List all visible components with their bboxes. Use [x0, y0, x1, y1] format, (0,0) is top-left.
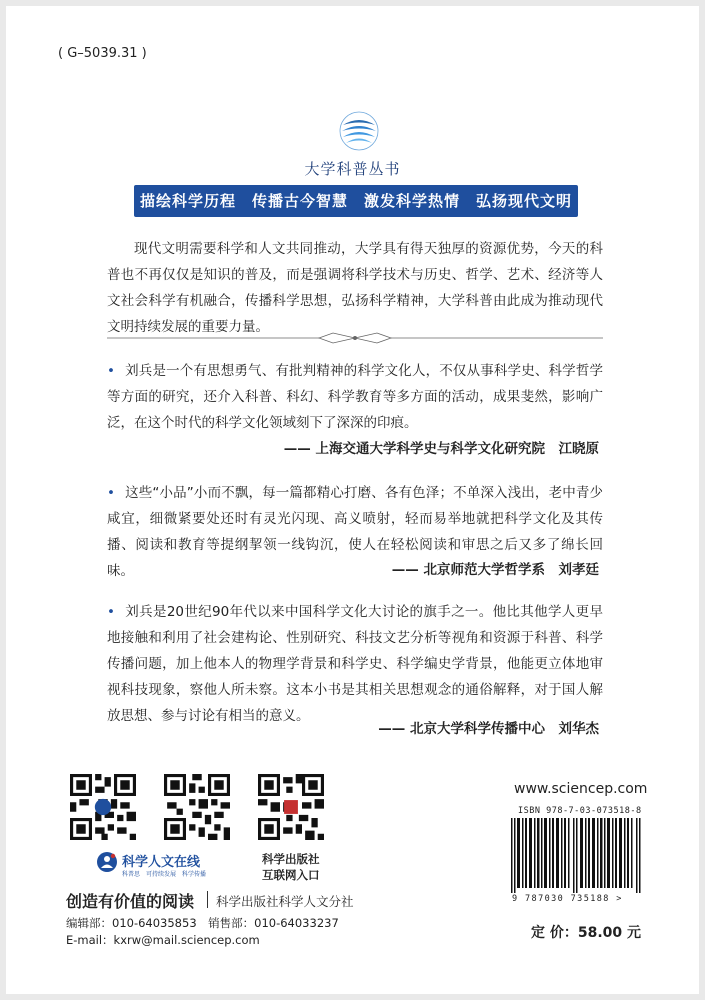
humanities-online-logo-icon — [96, 851, 118, 873]
series-title: 大学科普丛书 — [304, 160, 401, 178]
price-label: 定 价：58.00 元 — [531, 925, 642, 941]
review-quote — [107, 358, 603, 436]
series-logo-icon — [338, 110, 380, 152]
qr-code-icon[interactable] — [164, 774, 230, 840]
review-attribution: —— 北京大学科学传播中心 刘华杰 — [378, 721, 599, 737]
barcode-icon — [511, 818, 643, 893]
publisher-slogan: 创造有价值的阅读 — [66, 892, 195, 911]
review-text: 这些“小品”小而不飘，每一篇都精心打磨、各有色泽；不单深入浅出，老中青少咸宜，细微紧要处还时有灵光闪现、高义喷射，轻而易举地就把科学文化及其传播、阅读和教育等提纲挈领一线钩沉，使人在轻松阅读和审思之后又多了绵长回味。 — [107, 485, 603, 579]
qr-code-icon[interactable] — [70, 774, 136, 840]
ornamental-divider — [107, 330, 603, 346]
contact-email[interactable]: E-mail：kxrw@mail.sciencep.com — [66, 933, 260, 947]
contact-phones: 编辑部：010-64035853 销售部：010-64033237 — [66, 916, 339, 930]
bullet-icon: • — [107, 604, 115, 620]
publisher-division: 科学出版社科学人文分社 — [216, 894, 354, 909]
barcode-number: 9 787030 735188 > — [512, 894, 623, 904]
bullet-icon: • — [107, 485, 115, 501]
review-text: 刘兵是20世纪90年代以来中国科学文化大讨论的旗手之一。他比其他学人更早地接触和利用了社会建构论、性别研究、科技文艺分析等视角和资源于科普、科学传播问题，加上他本人的物理学背景和科学史、科学编史学背景，他能更立体地审视科技现象，察他人所未察。这本小书是其相关思想观念的通俗解释，对于国人解放思想、参与讨论有相当的意义。 — [107, 604, 603, 724]
divider-bar — [207, 891, 208, 908]
isbn-label: ISBN 978-7-03-073518-8 — [518, 806, 642, 816]
review-text: 刘兵是一个有思想勇气、有批判精神的科学文化人，不仅从事科学史、科学哲学等方面的研究，还介入科普、科幻、科学教育等多方面的活动，成果斐然，影响广泛，在这个时代的科学文化领域刻下了深深的印痕。 — [107, 363, 603, 431]
qr-code-icon[interactable] — [258, 774, 324, 840]
classification-code: ( G–5039.31 ) — [58, 46, 147, 61]
bullet-icon: • — [107, 363, 115, 379]
book-back-cover — [6, 6, 699, 994]
review-attribution: —— 北京师范大学哲学系 刘孝廷 — [391, 562, 599, 578]
press-name: 科学出版社 — [262, 852, 320, 866]
review-attribution: —— 上海交通大学科学史与科学文化研究院 江晓原 — [283, 441, 599, 457]
press-portal-label: 互联网入口 — [262, 868, 320, 882]
publisher-website[interactable]: www.sciencep.com — [514, 781, 648, 797]
humanities-online-tagline: 科普思 可持续发展 科学传播 — [122, 871, 207, 878]
intro-paragraph: 现代文明需要科学和人文共同推动，大学具有得天独厚的资源优势，今天的科普也不再仅仅是知识的普及，而是强调将科学技术与历史、哲学、艺术、经济等人文社会科学有机融合，传播科学思想，弘扬科学精神，大学科普由此成为推动现代文明持续发展的重要力量。 — [107, 241, 603, 335]
slogan-banner: 描绘科学历程 传播古今智慧 激发科学热情 弘扬现代文明 — [134, 185, 578, 217]
review-quote — [107, 599, 603, 729]
humanities-online-name: 科学人文在线 — [122, 855, 201, 870]
